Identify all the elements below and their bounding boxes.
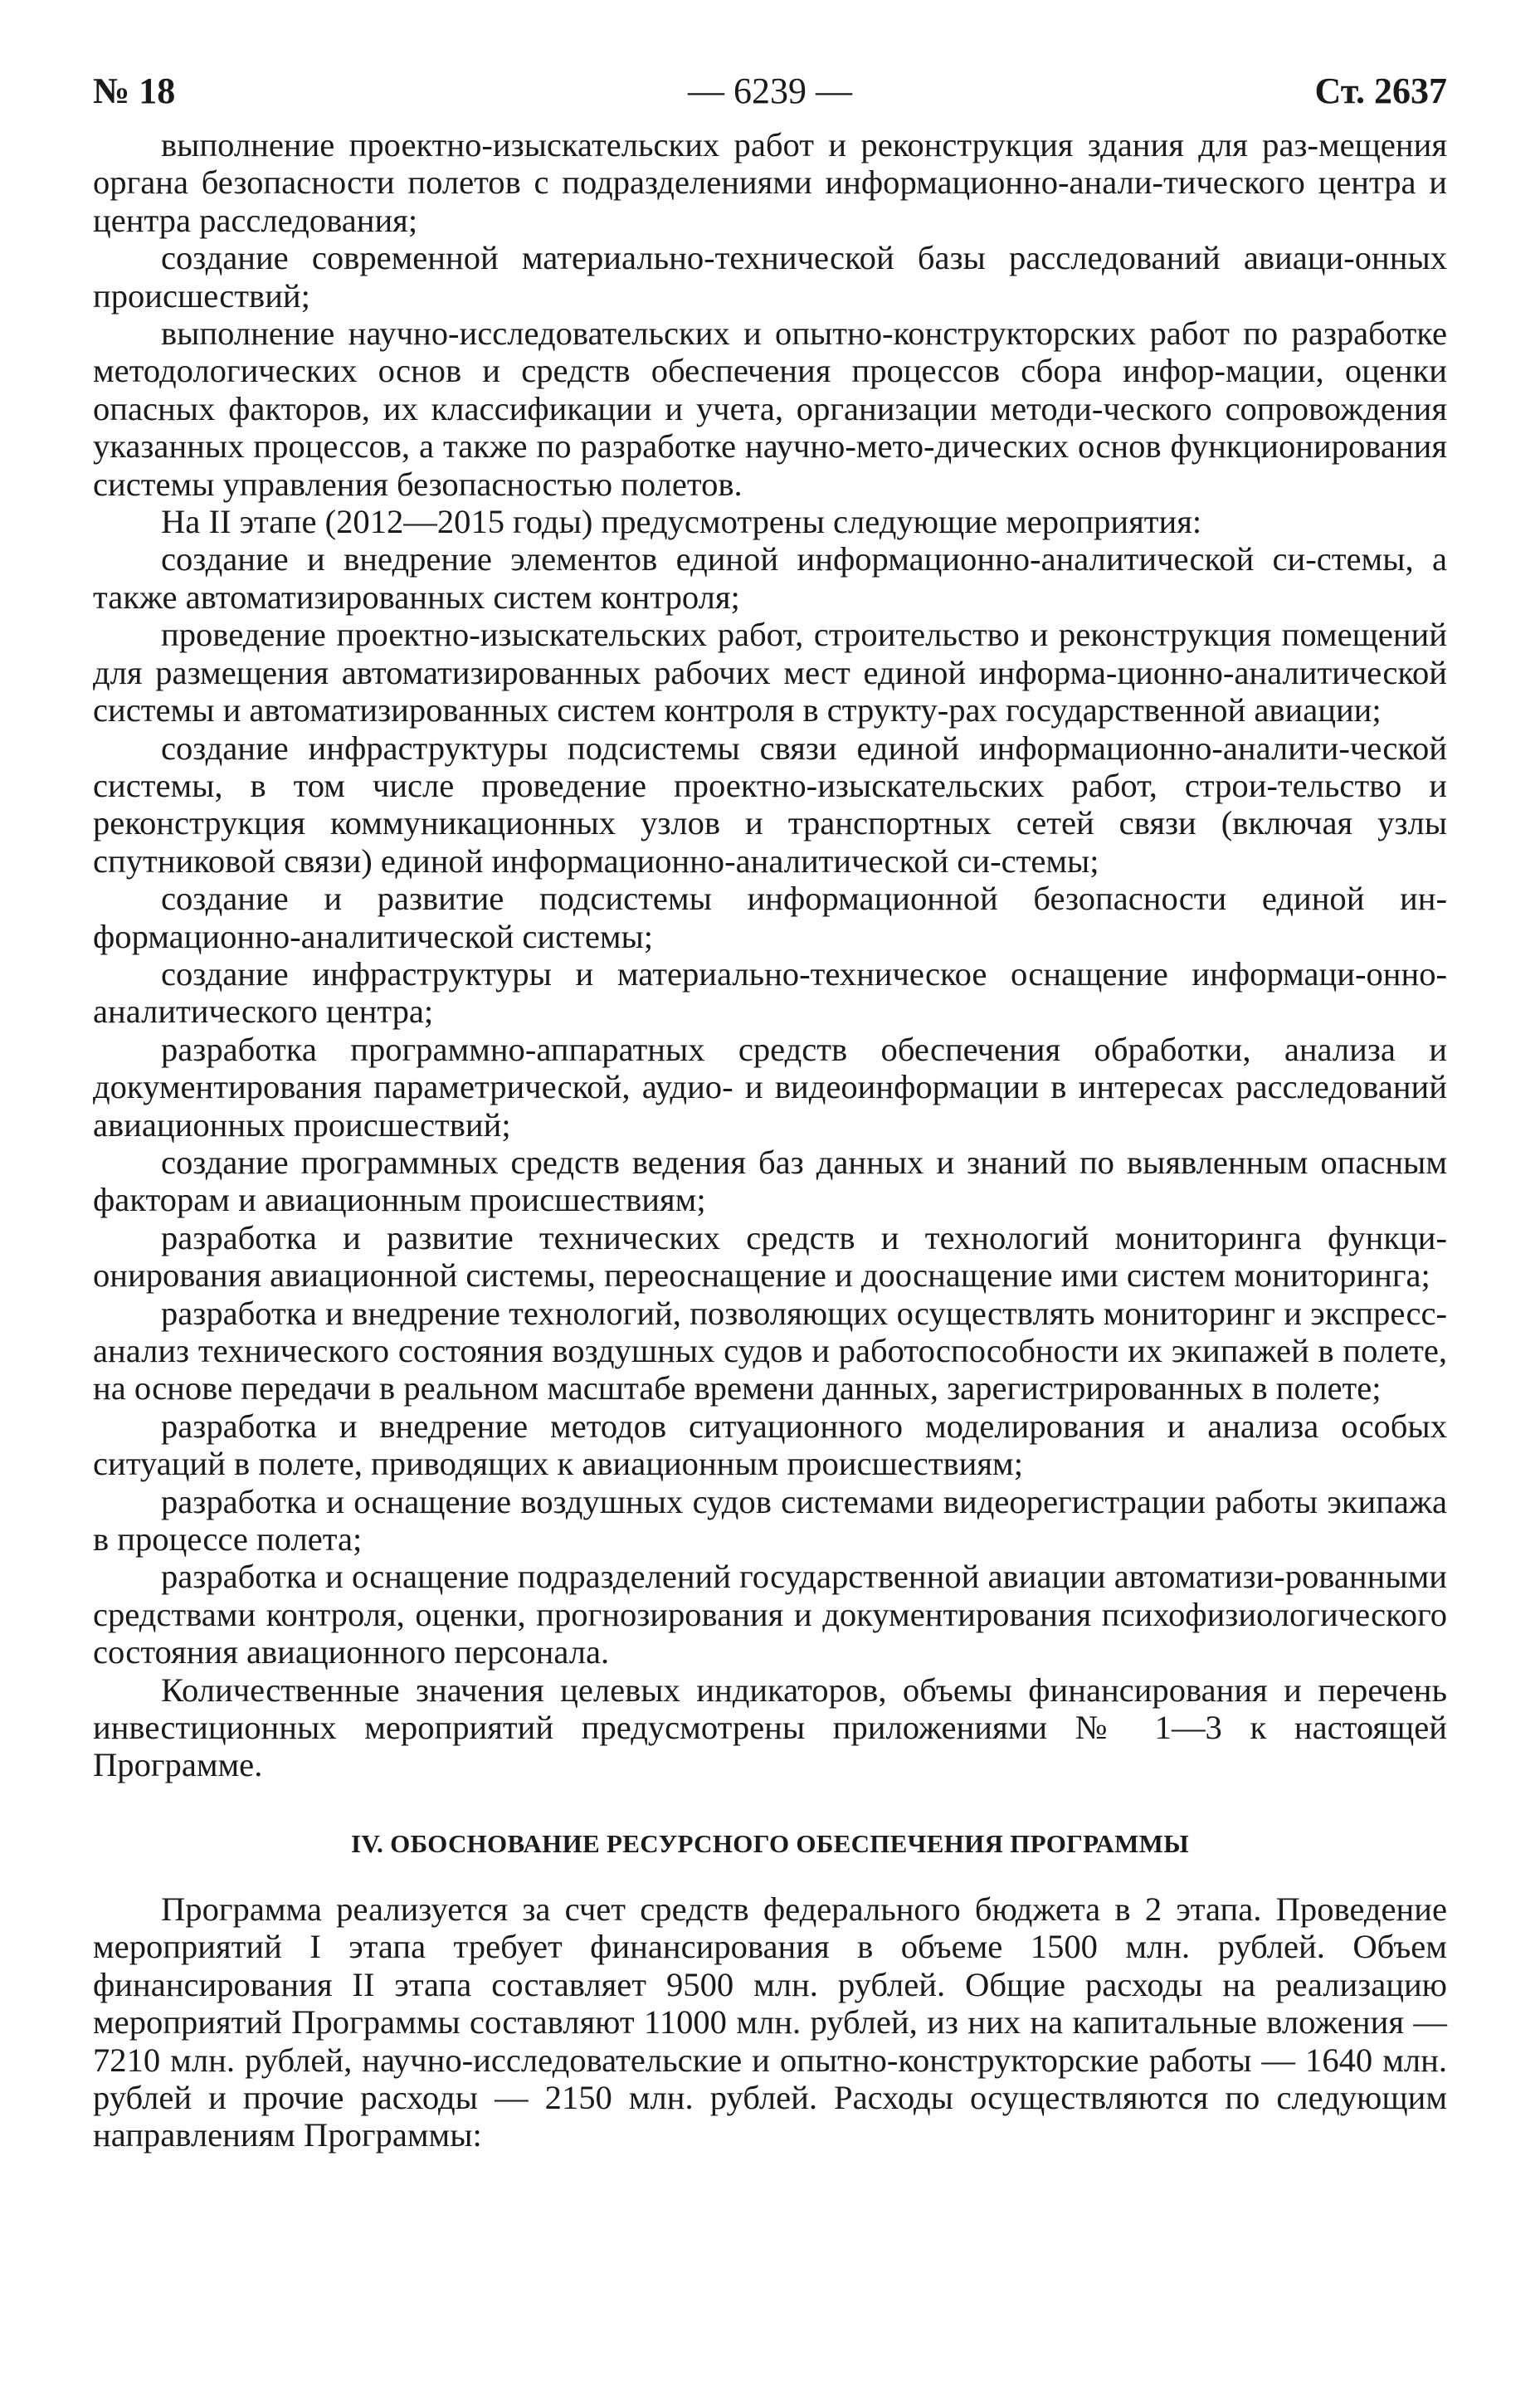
paragraph: создание программных средств ведения баз данных и знаний по выявленным опасным факторам и авиационным происшествиям; bbox=[93, 1143, 1447, 1219]
paragraph: создание инфраструктуры подсистемы связи единой информационно-аналити-ческой системы, в том числе проведение проектно-изыскательских работ, строи-тельство и реконструкция коммуникационных узлов и транспортных сетей связи (включая узлы спутниковой связи) единой информационно-аналитической си-стемы; bbox=[93, 729, 1447, 880]
page-header bbox=[93, 70, 1447, 123]
paragraph: проведение проектно-изыскательских работ, строительство и реконструкция помещений для размещения автоматизированных рабочих мест единой информа-ционно-аналитической системы и автоматизированных систем контроля в структу-рах государственной авиации; bbox=[93, 616, 1447, 729]
paragraph: На II этапе (2012—2015 годы) предусмотрены следующие мероприятия: bbox=[161, 503, 1202, 541]
paragraph: создание и развитие подсистемы информационной безопасности единой ин-формационно-аналитической системы; bbox=[93, 880, 1447, 955]
issue-number: № 18 bbox=[93, 71, 176, 111]
document-page bbox=[93, 70, 1447, 2154]
paragraph: Программа реализуется за счет средств федерального бюджета в 2 этапа. Проведение мероприятий I этапа требует финансирования в объеме 1500 млн. рублей. Объем финансирования II этапа составляет 9500 млн. рублей. Общие расходы на реализацию мероприятий Программы составляют 11000 млн. рублей, из них на капитальные вложения — 7210 млн. рублей, научно-исследовательские и опытно-конструкторские работы — 1640 млн. рублей и прочие расходы — 2150 млн. рублей. Расходы осуществляются по следующим направлениям Программы: bbox=[93, 1890, 1447, 2154]
paragraph: разработка и развитие технических средств и технологий мониторинга функци-онирования авиационной системы, переоснащение и дооснащение ими систем мониторинга; bbox=[93, 1218, 1447, 1295]
paragraph: выполнение проектно-изыскательских работ и реконструкция здания для раз-мещения органа безопасности полетов с подразделениями информационно-анали-тического центра и центра расследования; bbox=[93, 126, 1447, 239]
paragraph: разработка и внедрение технологий, позволяющих осуществлять мониторинг и экспресс-анализ технического состояния воздушных судов и работоспособности их экипажей в полете, на основе передачи в реальном масштабе времени данных, зарегистрированных в полете; bbox=[93, 1294, 1447, 1407]
paragraph: разработка и оснащение воздушных судов системами видеорегистрации работы экипажа в процессе полета; bbox=[93, 1482, 1447, 1559]
paragraph: создание и внедрение элементов единой информационно-аналитической си-стемы, а также автоматизированных систем контроля; bbox=[93, 540, 1447, 616]
paragraph: выполнение научно-исследовательских и опытно-конструкторских работ по разработке методологических основ и средств обеспечения процессов сбора инфор-мации, оценки опасных факторов, их классификации и учета, организации методи-ческого сопровождения указанных процессов, а также по разработке научно-мето-дических основ функционирования системы управления безопасностью полетов. bbox=[93, 315, 1447, 503]
paragraph: создание современной материально-технической базы расследований авиаци-онных происшествий; bbox=[93, 239, 1447, 315]
paragraph: разработка и внедрение методов ситуационного моделирования и анализа особых ситуаций в полете, приводящих к авиационным происшествиям; bbox=[93, 1407, 1447, 1483]
paragraph: создание инфраструктуры и материально-техническое оснащение информаци-онно-аналитического центра; bbox=[93, 954, 1447, 1031]
page-number: — 6239 — bbox=[688, 71, 852, 111]
article-number: Ст. 2637 bbox=[1314, 71, 1447, 111]
section-heading: IV. ОБОСНОВАНИЕ РЕСУРСНОГО ОБЕСПЕЧЕНИЯ ПРОГРАММЫ bbox=[351, 1828, 1189, 1858]
paragraph: разработка программно-аппаратных средств обеспечения обработки, анализа и документирования параметрической, аудио- и видеоинформации в интересах расследований авиационных происшествий; bbox=[93, 1030, 1447, 1144]
paragraph: разработка и оснащение подразделений государственной авиации автоматизи-рованными средствами контроля, оценки, прогнозирования и документирования психофизиологического состояния авиационного персонала. bbox=[93, 1558, 1447, 1671]
paragraph: Количественные значения целевых индикаторов, объемы финансирования и перечень инвестиционных мероприятий предусмотрены приложениями № 1—3 к настоящей Программе. bbox=[93, 1671, 1447, 1784]
document-body bbox=[93, 126, 1447, 2154]
